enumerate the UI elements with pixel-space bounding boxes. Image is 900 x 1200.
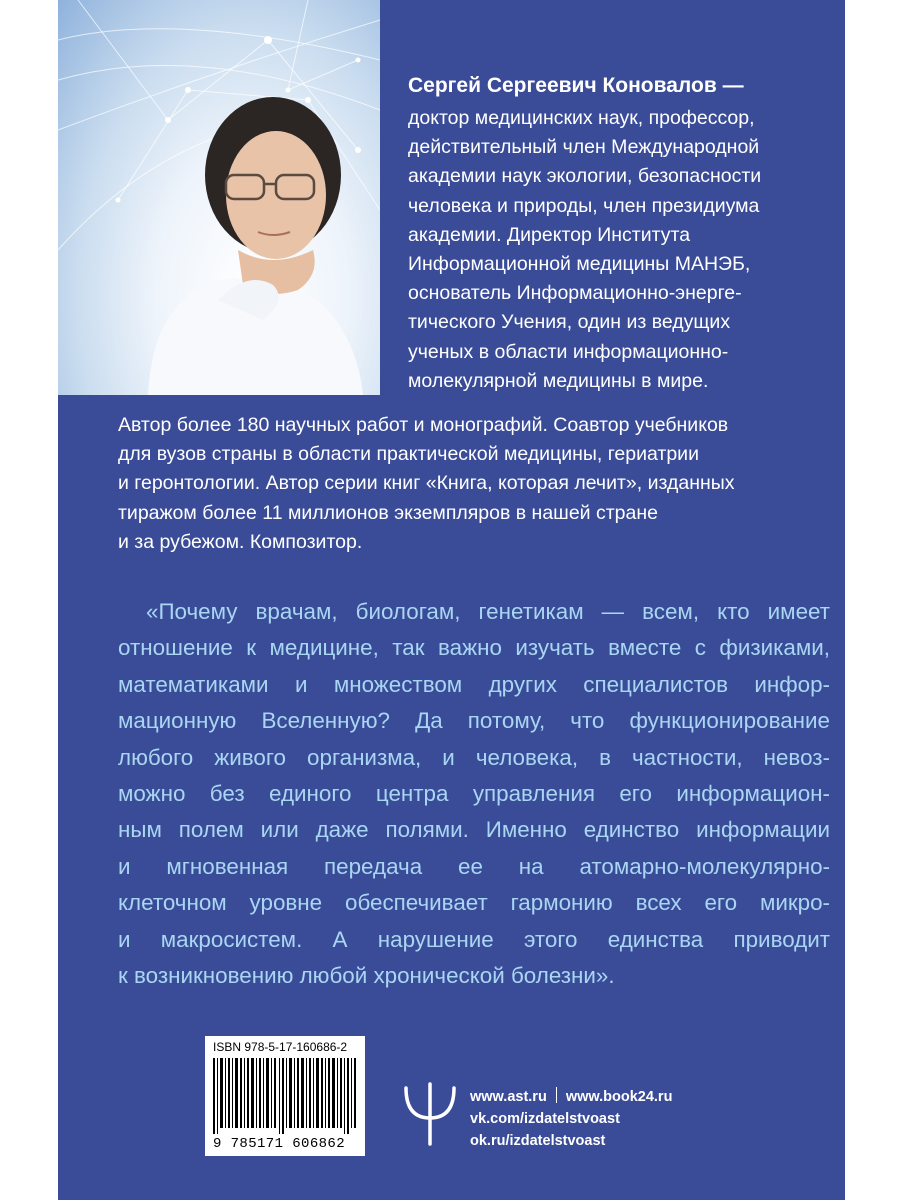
barcode-digits: 9 785171 606862 bbox=[213, 1136, 346, 1152]
quote-line: и мгновенная передача ее на атомарно-молекулярно- bbox=[118, 853, 830, 879]
bio-line: тиражом более 11 миллионов экземпляров в нашей стране bbox=[118, 501, 658, 524]
quote-line: математиками и множеством других специалистов инфор- bbox=[118, 671, 830, 697]
bio-line: Автор более 180 научных работ и монографий. Соавтор учебников bbox=[118, 414, 729, 436]
bio-line: человека и природы, член президиума bbox=[408, 194, 760, 217]
quote-line: ным полем или даже полями. Именно единство информации bbox=[118, 817, 830, 843]
quote-line: можно без единого центра управления его информацион- bbox=[118, 781, 830, 807]
bio-line: для вузов страны в области практической медицины, гериатрии bbox=[118, 443, 699, 466]
link-vk[interactable]: vk.com/izdatelstvoast bbox=[470, 1111, 620, 1127]
isbn-barcode-box bbox=[205, 1036, 365, 1156]
quote-line: отношение к медицине, так важно изучать вместе с физиками, bbox=[118, 635, 830, 661]
bio-line: академии. Директор Института bbox=[408, 223, 691, 246]
link-ok[interactable]: ok.ru/izdatelstvoast bbox=[470, 1133, 606, 1149]
psi-icon bbox=[402, 1082, 458, 1146]
bio-line: тического Учения, один из ведущих bbox=[408, 311, 731, 334]
author-portrait bbox=[58, 0, 380, 395]
link-book24[interactable]: www.book24.ru bbox=[565, 1089, 673, 1105]
link-separator bbox=[556, 1087, 557, 1103]
quote-line: «Почему врачам, биологам, генетикам — всем, кто имеет bbox=[146, 599, 830, 624]
quote-line: клеточном уровне обеспечивает гармонию всех его микро- bbox=[118, 890, 830, 916]
quote-line: мационную Вселенную? Да потому, что функционирование bbox=[118, 708, 830, 734]
barcode-icon bbox=[213, 1058, 357, 1134]
bio-line: действительный член Международной bbox=[408, 136, 760, 159]
bio-line: и за рубежом. Композитор. bbox=[118, 530, 363, 553]
quote-line: к возникновению любой хронической болезни». bbox=[118, 963, 615, 989]
isbn-label: ISBN 978-5-17-160686-2 bbox=[213, 1040, 348, 1054]
bio-line: основатель Информационно-энерге- bbox=[408, 282, 742, 305]
quote-line: любого живого организма, и человека, в частности, невоз- bbox=[118, 744, 830, 770]
bio-line: и геронтологии. Автор серии книг «Книга, которая лечит», изданных bbox=[118, 472, 735, 495]
bio-line: академии наук экологии, безопасности bbox=[408, 165, 762, 188]
publisher-links bbox=[470, 1086, 672, 1152]
book-quote bbox=[118, 594, 830, 994]
author-bio-full bbox=[118, 411, 838, 557]
quote-line: и макросистем. А нарушение этого единства приводит bbox=[118, 926, 830, 952]
author-bio-short bbox=[408, 104, 838, 396]
bio-line: Информационной медицины МАНЭБ, bbox=[408, 253, 751, 276]
bio-line: молекулярной медицины в мире. bbox=[408, 369, 709, 392]
bio-line: доктор медицинских наук, профессор, bbox=[408, 107, 755, 129]
bio-line: ученых в области информационно- bbox=[408, 340, 729, 363]
link-ast[interactable]: www.ast.ru bbox=[470, 1089, 547, 1105]
author-name: Сергей Сергеевич Коновалов — bbox=[408, 74, 744, 97]
